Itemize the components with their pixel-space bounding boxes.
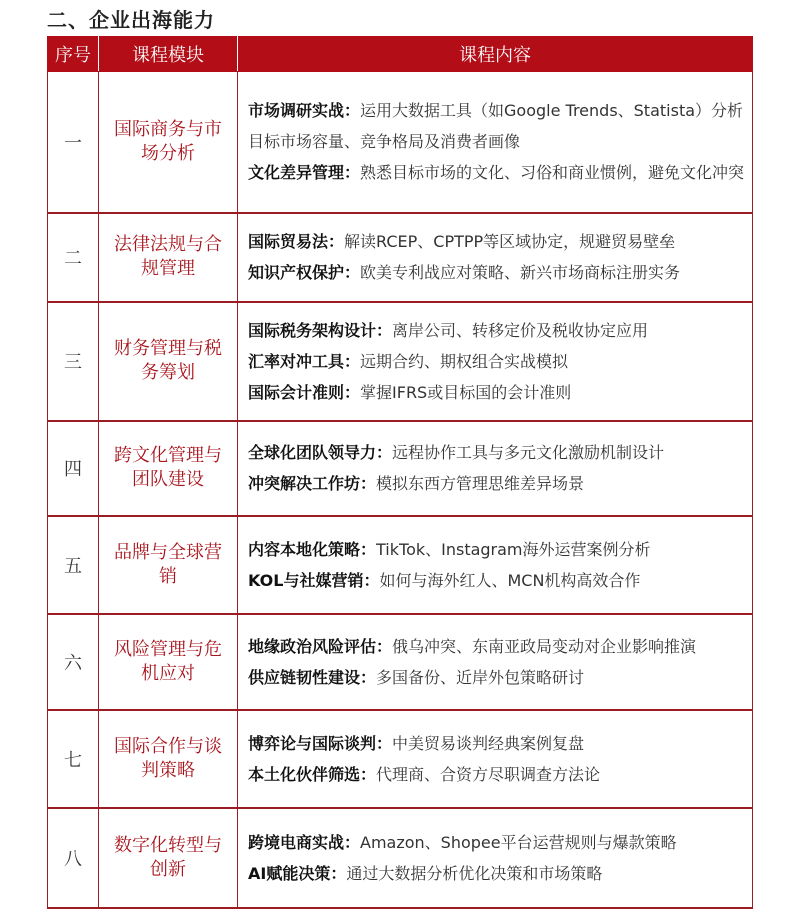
table-header-row — [48, 37, 753, 72]
row-number: 七 — [48, 710, 99, 808]
item-label: 国际贸易法： — [248, 232, 345, 251]
row-content — [238, 516, 753, 614]
item-text: 通过大数据分析优化决策和市场策略 — [346, 863, 603, 883]
item-text: 中美贸易谈判经典案例复盘 — [392, 733, 585, 753]
item-text: 远程协作工具与多元文化激励机制设计 — [392, 443, 665, 462]
row-module: 国际商务与市场分析 — [99, 72, 238, 213]
item-label: 文化差异管理： — [248, 163, 361, 183]
item-label: 知识产权保护： — [248, 263, 361, 282]
item-label: 供应链韧性建设： — [248, 667, 377, 687]
item-text: 解读RCEP、CPTPP等区域协定，规避贸易壁垒 — [344, 232, 676, 251]
item-label: 国际会计准则： — [248, 382, 361, 402]
content-item — [248, 95, 746, 157]
course-table — [47, 36, 753, 909]
content-item — [248, 346, 746, 377]
row-module: 国际合作与谈判策略 — [99, 710, 238, 808]
row-number: 四 — [48, 421, 99, 516]
item-label: 本土化伙伴筛选： — [248, 764, 377, 784]
item-text: 远期合约、期权组合实战模拟 — [360, 351, 569, 371]
item-text: 多国备份、近岸外包策略研讨 — [376, 667, 585, 687]
row-module: 财务管理与税务筹划 — [99, 302, 238, 421]
row-content — [238, 213, 753, 302]
content-item — [248, 759, 746, 790]
item-text: 俄乌冲突、东南亚政局变动对企业影响推演 — [392, 636, 697, 656]
table-row — [48, 614, 753, 710]
item-text: 如何与海外红人、MCN机构高效合作 — [379, 570, 641, 590]
item-text: 模拟东西方管理思维差异场景 — [376, 474, 585, 493]
item-label: 冲突解决工作坊： — [248, 474, 377, 493]
row-content — [238, 808, 753, 908]
row-module: 跨文化管理与团队建设 — [99, 421, 238, 516]
item-label: KOL与社媒营销： — [248, 570, 380, 590]
row-module: 品牌与全球营销 — [99, 516, 238, 614]
table-row — [48, 302, 753, 421]
table-row — [48, 72, 753, 213]
row-module: 数字化转型与创新 — [99, 808, 238, 908]
content-item — [248, 226, 746, 257]
row-content — [238, 710, 753, 808]
content-item — [248, 827, 746, 858]
content-item — [248, 565, 746, 596]
row-module: 法律法规与合规管理 — [99, 213, 238, 302]
item-label: 汇率对冲工具： — [248, 351, 361, 371]
item-text: 运用大数据工具（如Google Trends、Statista）分析目标市场容量、竞争格局及消费者画像 — [248, 101, 744, 152]
table-row — [48, 213, 753, 302]
item-label: 跨境电商实战： — [248, 832, 361, 852]
table-row — [48, 808, 753, 908]
table-row — [48, 516, 753, 614]
section-title: 二、企业出海能力 — [47, 8, 215, 32]
content-item — [248, 157, 746, 188]
content-item — [248, 728, 746, 759]
item-label: AI赋能决策： — [248, 863, 347, 883]
content-item — [248, 631, 746, 662]
row-content — [238, 614, 753, 710]
item-text: 欧美专利战应对策略、新兴市场商标注册实务 — [360, 263, 681, 282]
row-number: 三 — [48, 302, 99, 421]
content-item — [248, 437, 746, 468]
item-text: TikTok、Instagram海外运营案例分析 — [376, 539, 651, 559]
item-label: 全球化团队领导力： — [248, 443, 393, 462]
content-item — [248, 534, 746, 565]
content-item — [248, 377, 746, 408]
header-content: 课程内容 — [238, 37, 753, 72]
row-number: 五 — [48, 516, 99, 614]
item-label: 市场调研实战： — [248, 101, 361, 121]
row-number: 八 — [48, 808, 99, 908]
row-content — [238, 72, 753, 213]
row-number: 二 — [48, 213, 99, 302]
item-text: 掌握IFRS或目标国的会计准则 — [360, 382, 572, 402]
table-row — [48, 710, 753, 808]
item-label: 博弈论与国际谈判： — [248, 733, 393, 753]
item-text: Amazon、Shopee平台运营规则与爆款策略 — [360, 832, 677, 852]
table-row — [48, 421, 753, 516]
content-item — [248, 858, 746, 889]
item-label: 内容本地化策略： — [248, 539, 377, 559]
header-module: 课程模块 — [99, 37, 238, 72]
item-label: 国际税务架构设计： — [248, 320, 393, 340]
row-number: 一 — [48, 72, 99, 213]
row-content — [238, 421, 753, 516]
item-text: 离岸公司、转移定价及税收协定应用 — [392, 320, 649, 340]
header-number: 序号 — [48, 37, 99, 72]
content-item — [248, 468, 746, 499]
item-text: 熟悉目标市场的文化、习俗和商业惯例，避免文化冲突 — [360, 163, 745, 183]
content-item — [248, 315, 746, 346]
row-number: 六 — [48, 614, 99, 710]
item-label: 地缘政治风险评估： — [248, 636, 393, 656]
content-item — [248, 662, 746, 693]
row-module: 风险管理与危机应对 — [99, 614, 238, 710]
item-text: 代理商、合资方尽职调查方法论 — [376, 764, 601, 784]
row-content — [238, 302, 753, 421]
content-item — [248, 257, 746, 288]
